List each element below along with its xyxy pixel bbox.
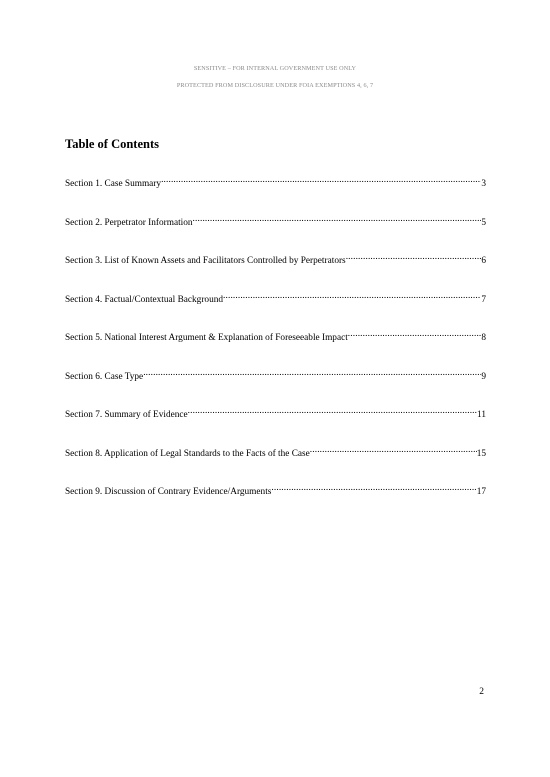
toc-dot-leader (348, 328, 482, 340)
toc-entry-label: Section 9. Discussion of Contrary Evidence/Arguments (65, 487, 272, 497)
toc-entry-label: Section 2. Perpetrator Information (65, 217, 193, 228)
toc-dot-leader (161, 174, 481, 186)
toc-entry[interactable] (65, 444, 486, 483)
toc-entry-page: 7 (481, 294, 486, 305)
toc-dot-leader (271, 482, 476, 494)
toc-entry-label: Section 1. Case Summary (65, 179, 162, 189)
classification-header: SENSITIVE – FOR INTERNAL GOVERNMENT USE ONLY (193, 65, 357, 72)
toc-entry-page: 6 (481, 256, 486, 266)
toc-entry[interactable] (65, 290, 486, 329)
toc-dot-leader (193, 213, 482, 225)
toc-entry-page: 3 (481, 179, 486, 189)
page-number: 2 (479, 687, 484, 697)
toc-entry[interactable] (65, 328, 486, 367)
toc-entry[interactable] (65, 213, 486, 252)
toc-entry[interactable] (65, 367, 486, 406)
toc-entry-label: Section 5. National Interest Argument & Explanation of Foreseeable Impact (65, 333, 348, 343)
toc-dot-leader (223, 290, 481, 302)
toc-entry-page: 9 (481, 371, 486, 382)
toc-entry[interactable] (65, 174, 486, 213)
toc-entry-page: 8 (481, 333, 486, 343)
toc-entry-label: Section 3. List of Known Assets and Facilitators Controlled by Perpetrators (65, 256, 346, 266)
foia-exemption-header: PROTECTED FROM DISCLOSURE UNDER FOIA EXEMPTIONS 4, 6, 7 (176, 82, 374, 89)
toc-entry[interactable] (65, 482, 486, 521)
toc-entry[interactable] (65, 405, 486, 444)
toc-entry-label: Section 7. Summary of Evidence (65, 410, 188, 420)
toc-dot-leader (188, 405, 477, 417)
toc-entry-page: 11 (477, 410, 486, 420)
toc-entry-label: Section 6. Case Type (65, 371, 144, 382)
toc-entry-label: Section 8. Application of Legal Standards to the Facts of the Case (65, 448, 310, 459)
toc-title: Table of Contents (65, 137, 159, 151)
toc-entry[interactable] (65, 251, 486, 290)
toc-dot-leader (346, 251, 482, 263)
toc-list (65, 174, 486, 521)
toc-entry-page: 5 (481, 217, 486, 228)
toc-dot-leader (143, 367, 481, 379)
toc-entry-label: Section 4. Factual/Contextual Background (65, 294, 224, 305)
toc-entry-page: 17 (476, 487, 486, 497)
toc-entry-page: 15 (476, 448, 486, 459)
toc-dot-leader (310, 444, 477, 456)
